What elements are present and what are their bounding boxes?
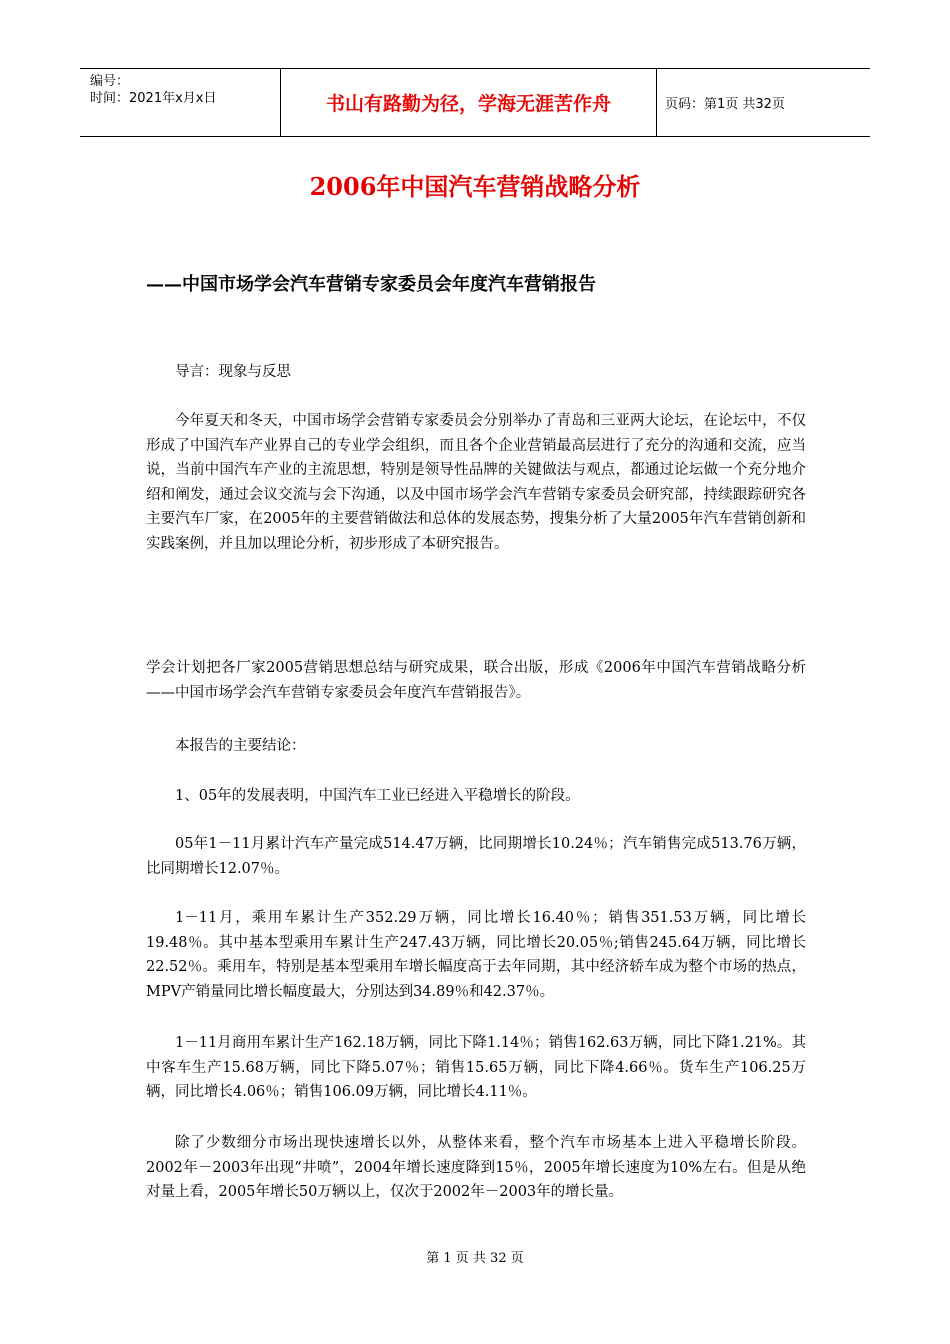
date-line: 时间：2021年x月x日 xyxy=(90,91,217,106)
paragraph-production: 05年1－11月累计汽车产量完成514.47万辆，比同期增长10.24％；汽车销售完成513.76万辆，比同期增长12.07％。 xyxy=(146,836,806,877)
page-header xyxy=(80,68,870,137)
paragraph-market-overview: 除了少数细分市场出现快速增长以外，从整体来看，整个汽车市场基本上进入平稳增长阶段。2002年－2003年出现“井喷”，2004年增长速度降到15％，2005年增长速度为10%左右。但是从绝对量上看，2005年增长50万辆以上，仅次于2002年－2003年的增长量。 xyxy=(146,1135,806,1200)
page-footer: 第 1 页 共 32 页 xyxy=(426,1251,524,1266)
header-motto: 书山有路勤为径，学海无涯苦作舟 xyxy=(281,69,657,136)
paragraph-publication: 学会计划把各厂家2005营销思想总结与研究成果，联合出版，形成《2006年中国汽车营销战略分析——中国市场学会汽车营销专家委员会年度汽车营销报告》。 xyxy=(146,660,806,701)
paragraph-passenger-cars: 1－11月，乘用车累计生产352.29万辆，同比增长16.40％；销售351.53万辆，同比增长19.48％。其中基本型乘用车累计生产247.43万辆，同比增长20.05％;销售245.64万辆，同比增长22.52％。乘用车，特别是基本型乘用车增长幅度高于去年同期，其中经济轿车成为整个市场的热点，MPV产销量同比增长幅度最大，分别达到34.89％和42.37％。 xyxy=(146,910,806,1000)
paragraph-intro: 今年夏天和冬天，中国市场学会营销专家委员会分别举办了青岛和三亚两大论坛，在论坛中，不仅形成了中国汽车产业界自己的专业学会组织，而且各个企业营销最高层进行了充分的沟通和交流，应当说，当前中国汽车产业的主流思想，特别是领导性品牌的关键做法与观点，都通过论坛做一个充分地介绍和阐发，通过会议交流与会下沟通，以及中国市场学会汽车营销专家委员会研究部，持续跟踪研究各主要汽车厂家，在2005年的主要营销做法和总体的发展态势，搜集分析了大量2005年汽车营销创新和实践案例，并且加以理论分析，初步形成了本研究报告。 xyxy=(146,413,806,552)
serial-label: 编号： xyxy=(90,74,130,89)
header-meta xyxy=(80,69,281,136)
document-title: 2006年中国汽车营销战略分析 xyxy=(309,172,641,201)
document-subtitle: ——中国市场学会汽车营销专家委员会年度汽车营销报告 xyxy=(146,274,596,295)
header-page-info: 页码：第1页 共32页 xyxy=(665,97,785,112)
intro-heading: 导言：现象与反思 xyxy=(175,364,291,380)
conclusions-heading: 本报告的主要结论： xyxy=(175,738,306,754)
paragraph-commercial-vehicles: 1－11月商用车累计生产162.18万辆，同比下降1.14％；销售162.63万辆，同比下降1.21%。其中客车生产15.68万辆，同比下降5.07％；销售15.65万辆，同比下降4.66％。货车生产106.25万辆，同比增长4.06％；销售106.09万辆，同比增长4.11％。 xyxy=(146,1035,806,1100)
conclusion-1: 1、05年的发展表明，中国汽车工业已经进入平稳增长的阶段。 xyxy=(175,788,580,804)
